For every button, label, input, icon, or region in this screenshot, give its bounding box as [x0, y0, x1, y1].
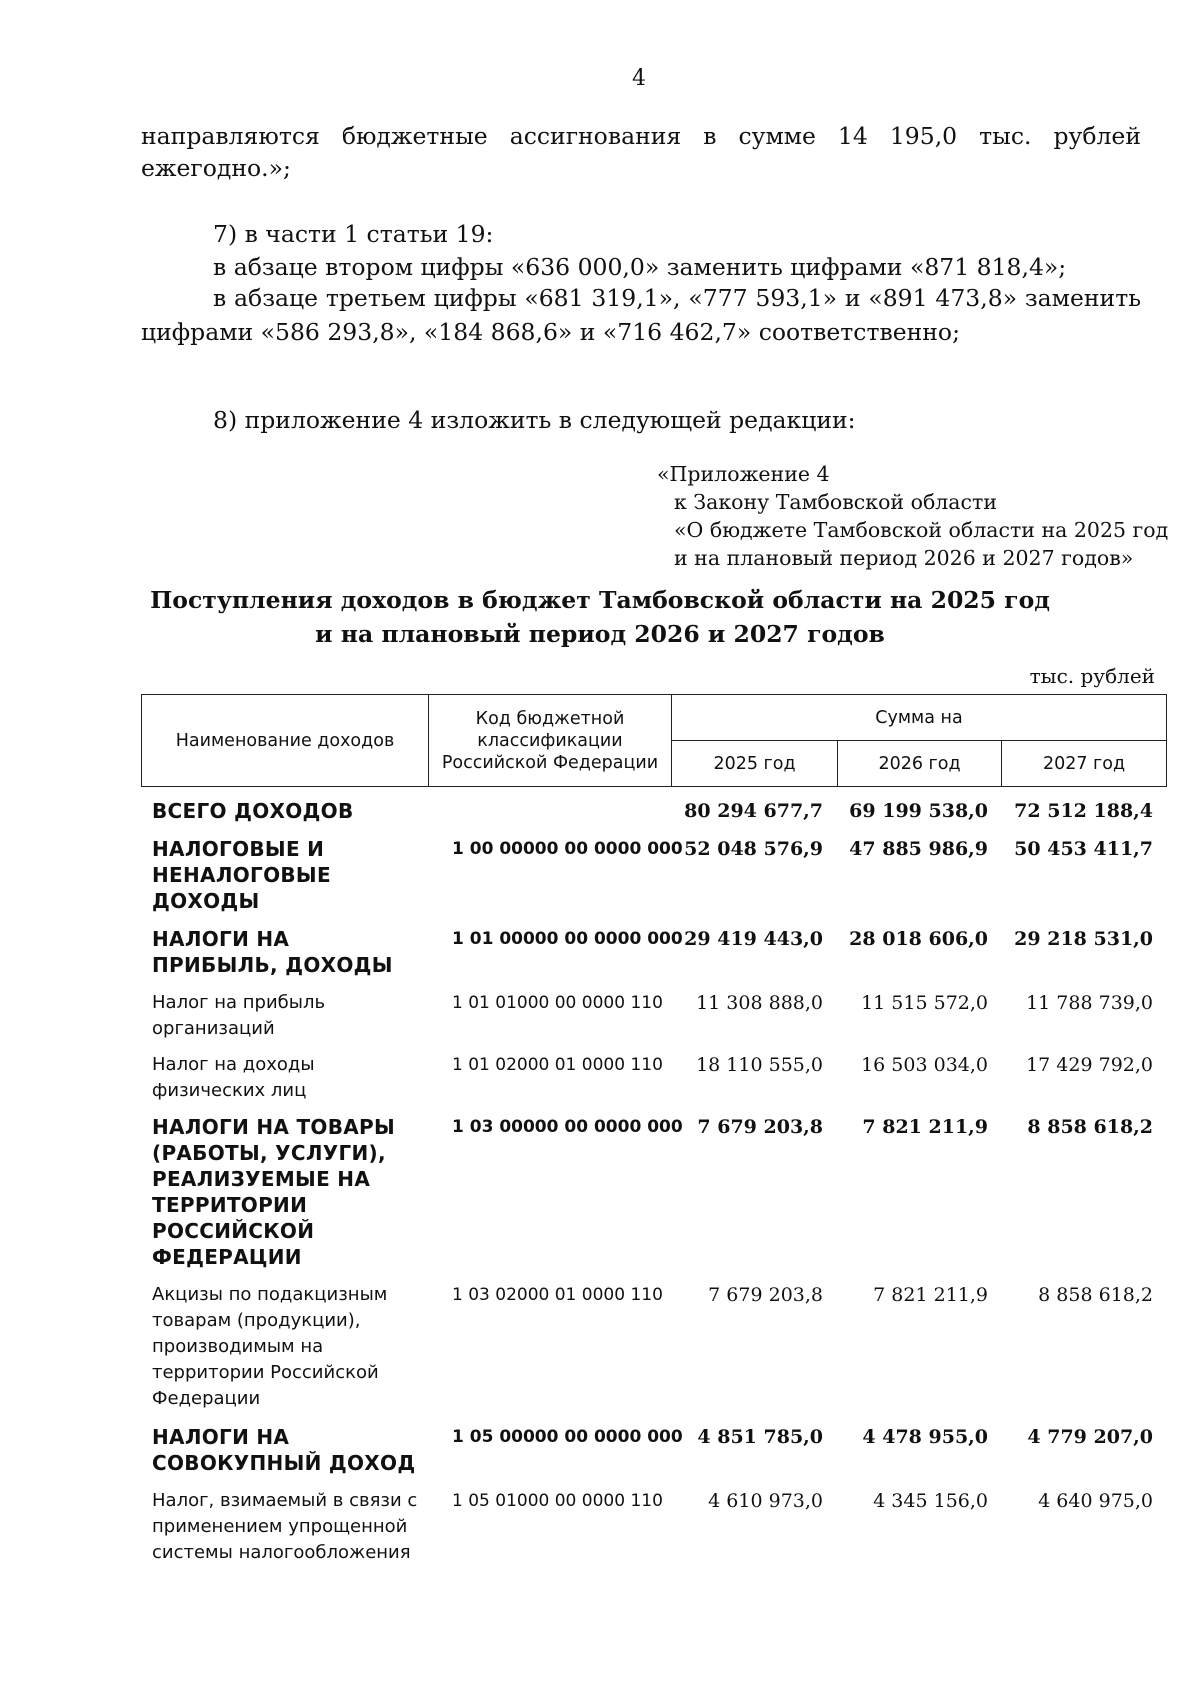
page-number: 4 — [632, 66, 646, 91]
table-row — [141, 1488, 1166, 1566]
row-value-2026: 69 199 538,0 — [849, 800, 988, 822]
row-value-2026: 11 515 572,0 — [861, 992, 988, 1014]
row-value-2026: 7 821 211,9 — [862, 1116, 988, 1138]
row-value-2027: 17 429 792,0 — [1026, 1054, 1153, 1076]
row-code: 1 03 00000 00 0000 000 — [452, 1117, 683, 1137]
row-code: 1 01 01000 00 0000 110 — [452, 993, 663, 1013]
row-name: НАЛОГИ НА ПРИБЫЛЬ, ДОХОДЫ — [152, 927, 393, 977]
table-row — [141, 926, 1166, 978]
row-code: 1 01 00000 00 0000 000 — [452, 929, 683, 949]
row-value-2026: 4 345 156,0 — [873, 1490, 988, 1512]
appendix-line1: «Приложение 4 — [657, 462, 830, 486]
header-name: Наименование доходов — [142, 695, 429, 787]
item7-heading: 7) в части 1 статьи 19: — [213, 220, 494, 248]
row-value-2027: 8 858 618,2 — [1027, 1116, 1153, 1138]
header-code-line2: классификации — [477, 730, 623, 751]
paragraph-end-line1: направляются бюджетные ассигнования в сумме 14 195,0 тыс. рублей — [141, 122, 1141, 150]
table-row — [141, 1282, 1166, 1412]
paragraph-end-line2: ежегодно.»; — [141, 154, 291, 182]
row-value-2025: 4 610 973,0 — [708, 1490, 823, 1512]
row-value-2025: 11 308 888,0 — [696, 992, 823, 1014]
row-code: 1 05 00000 00 0000 000 — [452, 1427, 683, 1447]
row-value-2025: 18 110 555,0 — [696, 1054, 823, 1076]
item7-line-a: в абзаце втором цифры «636 000,0» заменить цифрами «871 818,4»; — [213, 253, 1067, 281]
table-row — [141, 1052, 1166, 1104]
row-value-2027: 50 453 411,7 — [1014, 838, 1153, 860]
row-name: Налог, взимаемый в связи с применением упрощенной системы налогообложения — [152, 1490, 418, 1563]
header-2026: 2026 год — [838, 741, 1002, 787]
header-2025: 2025 год — [672, 741, 838, 787]
title-line2: и на плановый период 2026 и 2027 годов — [315, 620, 885, 648]
item7-line-c: цифрами «586 293,8», «184 868,6» и «716 462,7» соответственно; — [141, 318, 961, 346]
row-name: Налог на доходы физических лиц — [152, 1054, 315, 1101]
table-row — [141, 836, 1166, 914]
appendix-line4: и на плановый период 2026 и 2027 годов» — [674, 546, 1134, 570]
row-value-2025: 4 851 785,0 — [697, 1426, 823, 1448]
row-name: НАЛОГОВЫЕ И НЕНАЛОГОВЫЕ ДОХОДЫ — [152, 837, 331, 913]
row-value-2027: 11 788 739,0 — [1026, 992, 1153, 1014]
row-value-2027: 4 779 207,0 — [1027, 1426, 1153, 1448]
row-value-2025: 29 419 443,0 — [684, 928, 823, 950]
item8-text: 8) приложение 4 изложить в следующей редакции: — [213, 406, 856, 434]
table-row — [141, 798, 1166, 824]
row-code: 1 03 02000 01 0000 110 — [452, 1285, 663, 1305]
row-value-2026: 47 885 986,9 — [849, 838, 988, 860]
row-value-2025: 7 679 203,8 — [697, 1116, 823, 1138]
row-code: 1 00 00000 00 0000 000 — [452, 839, 683, 859]
header-sum: Сумма на — [672, 695, 1167, 741]
row-value-2027: 4 640 975,0 — [1038, 1490, 1153, 1512]
row-name: НАЛОГИ НА ТОВАРЫ (РАБОТЫ, УСЛУГИ), РЕАЛИЗУЕМЫЕ НА ТЕРРИТОРИИ РОССИЙСКОЙ ФЕДЕРАЦИИ — [152, 1115, 396, 1269]
row-name: ВСЕГО ДОХОДОВ — [152, 799, 354, 823]
row-value-2026: 4 478 955,0 — [862, 1426, 988, 1448]
title-line1: Поступления доходов в бюджет Тамбовской области на 2025 год — [150, 586, 1050, 614]
row-value-2025: 52 048 576,9 — [684, 838, 823, 860]
table-body — [141, 798, 1166, 1578]
units-label: тыс. рублей — [1029, 664, 1155, 688]
table-row — [141, 1424, 1166, 1476]
appendix-line3: «О бюджете Тамбовской области на 2025 год — [674, 518, 1169, 542]
row-code: 1 01 02000 01 0000 110 — [452, 1055, 663, 1075]
document-title — [0, 583, 1200, 651]
row-value-2027: 72 512 188,4 — [1014, 800, 1153, 822]
row-value-2025: 7 679 203,8 — [708, 1284, 823, 1306]
row-value-2027: 8 858 618,2 — [1038, 1284, 1153, 1306]
appendix-line2: к Закону Тамбовской области — [674, 490, 998, 514]
row-name: Налог на прибыль организаций — [152, 992, 326, 1039]
row-value-2026: 7 821 211,9 — [873, 1284, 988, 1306]
row-value-2025: 80 294 677,7 — [684, 800, 823, 822]
row-name: Акцизы по подакцизным товарам (продукции), производимым на территории Российской Федерации — [152, 1284, 388, 1409]
row-name: НАЛОГИ НА СОВОКУПНЫЙ ДОХОД — [152, 1425, 416, 1475]
header-code-line3: Российской Федерации — [441, 752, 659, 773]
header-code — [429, 695, 672, 787]
table-row — [141, 1114, 1166, 1270]
row-value-2027: 29 218 531,0 — [1014, 928, 1153, 950]
row-value-2026: 16 503 034,0 — [861, 1054, 988, 1076]
table-header — [141, 694, 1167, 787]
header-code-line1: Код бюджетной — [475, 708, 625, 729]
table-row — [141, 990, 1166, 1042]
row-code: 1 05 01000 00 0000 110 — [452, 1491, 663, 1511]
header-2027: 2027 год — [1002, 741, 1167, 787]
item7-line-b: в абзаце третьем цифры «681 319,1», «777 593,1» и «891 473,8» заменить — [213, 284, 1141, 312]
row-value-2026: 28 018 606,0 — [849, 928, 988, 950]
